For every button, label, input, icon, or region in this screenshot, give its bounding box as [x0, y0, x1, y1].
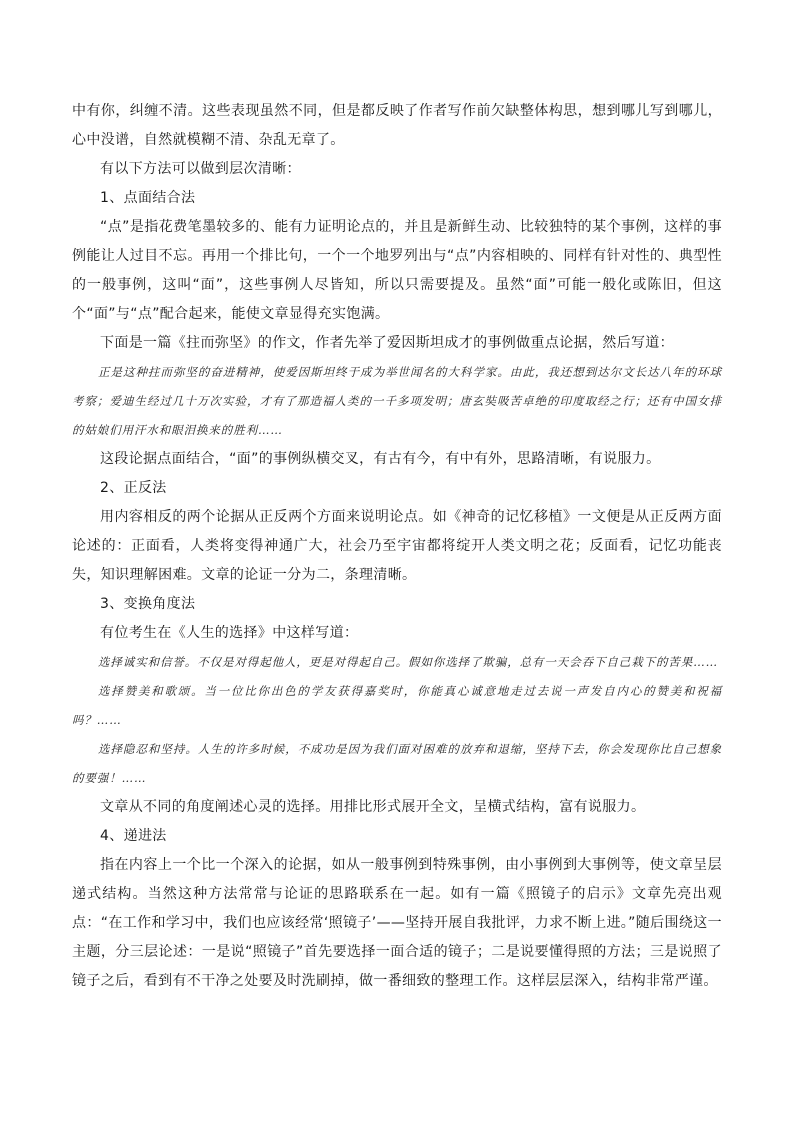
section-heading-1: 1、点面结合法 [100, 190, 196, 206]
paragraph-continuation: 中有你，纠缠不清。这些表现虽然不同，但是都反映了作者写作前欠缺整体构思，想到哪儿写到哪儿，心中没谱，自然就模糊不清、杂乱无章了。 [72, 103, 722, 148]
document-body [72, 97, 722, 996]
paragraph-progressive: 指在内容上一个比一个深入的论据，如从一般事例到特殊事例，由小事例到大事例等，使文章呈层递式结构。当然这种方法常常与论证的思路联系在一起。如有一篇《照镜子的启示》文章先亮出观点：“在工作和学习中，我们也应该经常‘照镜子’——坚持开展自我批评，力求不断上进。”随后围绕这一主题，分三层论述：一是说“照镜子”首先要选择一面合适的镜子；二是说要懂得照的方法；三是说照了镜子之后，看到有不干净之处要及时洗刷掉，做一番细致的整理工作。这样层层深入，结构非常严谨。 [72, 857, 722, 989]
quote-choice-3: 选择隐忍和坚持。人生的许多时候，不成功是因为我们面对困难的放弃和退缩，坚持下去，你会发现你比自己想象的要强！…… [72, 742, 722, 785]
section-heading-2: 2、正反法 [100, 480, 167, 496]
quote-choice-2: 选择赞美和歌颂。当一位比你出色的学友获得嘉奖时，你能真心诚意地走过去说一声发自内心的赞美和祝福吗？…… [72, 684, 722, 727]
paragraph-example-comment: 这段论据点面结合，“面”的事例纵横交叉，有古有今，有中有外，思路清晰，有说服力。 [100, 451, 661, 467]
paragraph-pro-con: 用内容相反的两个论据从正反两个方面来说明论点。如《神奇的记忆移植》一文便是从正反两方面论述的：正面看，人类将变得神通广大，社会乃至宇宙都将绽开人类文明之花；反面看，记忆功能丧失，知识理解困难。文章的论证一分为二，条理清晰。 [72, 509, 722, 583]
quote-example-1: 正是这种拄而弥坚的奋进精神，使爱因斯坦终于成为举世闻名的大科学家。由此，我还想到达尔文长达八年的环球考察；爱迪生经过几十万次实验，才有了那造福人类的一千多项发明；唐玄奘吸苦卓绝的印度取经之行；还有中国女排的姑娘们用汗水和眼泪换来的胜利…… [72, 365, 722, 437]
paragraph-angle-intro: 有位考生在《人生的选择》中这样写道： [100, 625, 359, 641]
paragraph-example-intro: 下面是一篇《拄而弥坚》的作文，作者先举了爱因斯坦成才的事例做重点论据，然后写道： [100, 335, 674, 351]
paragraph-angle-comment: 文章从不同的角度阐述心灵的选择。用排比形式展开全文，呈横式结构，富有说服力。 [100, 799, 646, 815]
section-heading-3: 3、变换角度法 [100, 596, 196, 612]
paragraph-point-definition: “点”是指花费笔墨较多的、能有力证明论点的，并且是新鲜生动、比较独特的某个事例，这样的事例能让人过目不忘。再用一个排比句，一个一个地罗列出与“点”内容相映的、同样有针对性的、典型性的一般事例，这叫“面”，这些事例人尽皆知，所以只需要提及。虽然“面”可能一般化或陈旧，但这个“面”与“点”配合起来，能使文章显得充实饱满。 [72, 219, 722, 322]
quote-choice-1: 选择诚实和信誉。不仅是对得起他人，更是对得起自己。假如你选择了欺骗，总有一天会吞下自己栽下的苦果…… [98, 655, 718, 669]
section-heading-4: 4、递进法 [100, 828, 167, 844]
paragraph-intro: 有以下方法可以做到层次清晰： [100, 161, 301, 177]
